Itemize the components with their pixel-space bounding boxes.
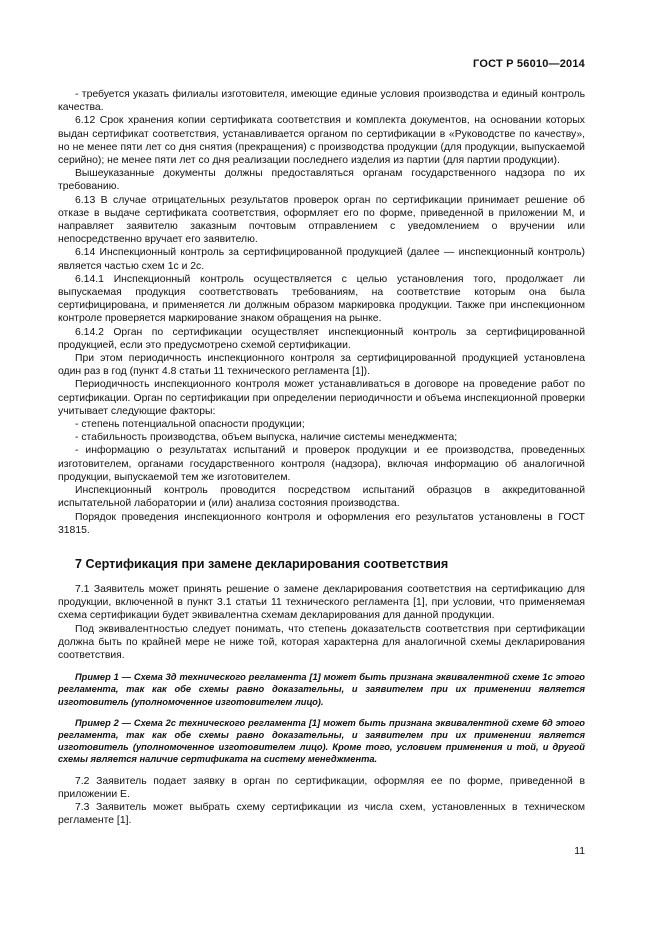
paragraph-6-13: 6.13 В случае отрицательных результатов проверок орган по сертификации принимает решение об отказе в выдаче сертификата соответствия, оформляет его по форме, приведенной в приложении М, и направляет заявителю заказным почтовым отправлением с уведомлением о вручении или непосредственно вручает его заявителю. (58, 194, 585, 246)
paragraph: Периодичность инспекционного контроля может устанавливаться в договоре на проведение работ по сертификации. Орган по сертификации при определении периодичности и объема инспекционной проверки учитывает следующие факторы: (58, 379, 585, 417)
section-7-heading: 7 Сертификация при замене декларирования соответствия (75, 556, 449, 571)
example-1: Пример 1 — Схема 3д технического регламента [1] может быть признана эквивалентной схеме 1с этого регламента, так как обе схемы равно доказательны, и заявителем при их применении является изготовитель (уполномоченное изготовителем лицо). (58, 672, 585, 707)
paragraph: Порядок проведения инспекционного контроля и оформления его результатов установлены в ГОСТ 31815. (58, 511, 585, 536)
list-item: - информацию о результатах испытаний и проверок продукции и ее производства, проведенных изготовителем, органами государственного контроля (надзора), включая информацию об аналогичной продукции, выпускаемой тем же изготовителем. (58, 445, 585, 483)
list-item: - стабильность производства, объем выпуска, наличие системы менеджмента; (75, 432, 458, 444)
page-body (58, 88, 585, 827)
paragraph-6-14: 6.14 Инспекционный контроль за сертифицированной продукцией (далее — инспекционный контроль) является частью схем 1с и 2с. (58, 247, 585, 272)
paragraph: Инспекционный контроль проводится посредством испытаний образцов в аккредитованной испытательной лаборатории и (или) анализа состояния производства. (58, 485, 585, 510)
paragraph-list-item: - требуется указать филиалы изготовителя, имеющие единые условия производства и единый контроль качества. (58, 89, 585, 114)
paragraph: Под эквивалентностью следует понимать, что степень доказательств соответствия при сертификации должна быть по крайней мере не ниже той, которая характерна для аналогичной схемы декларирования соответствия. (58, 623, 585, 661)
paragraph-6-14-2: 6.14.2 Орган по сертификации осуществляет инспекционный контроль за сертифицированной продукцией, если это предусмотрено схемой сертификации. (58, 326, 585, 351)
paragraph-7-2: 7.2 Заявитель подает заявку в орган по сертификации, оформляя ее по форме, приведенной в приложении Е. (58, 775, 585, 800)
paragraph-6-12: 6.12 Срок хранения копии сертификата соответствия и комплекта документов, на основании которых выдан сертификат соответствия, устанавливается органом по сертификации в «Руководстве по качеству», но не менее пяти лет со дня снятия (прекращения) с производства продукции (для продукции, выпускаемой серийно); не менее пяти лет со дня реализации последнего изделия из партии (для партии продукции). (58, 115, 585, 167)
example-2: Пример 2 — Схема 2с технического регламента [1] может быть признана эквивалентной схеме 6д этого регламента, так как обе схемы равно доказательны, и заявителем при их применении является изготовитель (уполномоченное изготовителем лицо). Кроме того, условием применения и той, и другой схемы является наличие сертификата на систему менеджмента. (58, 717, 585, 765)
list-item: - степень потенциальной опасности продукции; (75, 419, 305, 431)
paragraph-6-14-1: 6.14.1 Инспекционный контроль осуществляется с целью установления того, продолжает ли выпускаемая продукция соответствовать требованиям, на соответствие которым она была сертифицирована, и применяется ли должным образом маркировка продукции. Также при инспекционном контроле проверяется маркирование знаком обращения на рынке. (58, 273, 585, 325)
paragraph: Вышеуказанные документы должны предоставляться органам государственного надзора по их требованию. (58, 168, 585, 193)
paragraph-7-1: 7.1 Заявитель может принять решение о замене декларирования соответствия на сертификацию для продукции, включенной в пункт 3.1 статьи 11 технического регламента [1], при условии, что применяемая схема сертификации будет эквивалентна схемам декларирования для данной продукции. (58, 583, 585, 622)
page-number: 11 (574, 846, 585, 857)
paragraph-7-3: 7.3 Заявитель может выбрать схему сертификации из числа схем, установленных в техническом регламенте [1]. (58, 801, 585, 827)
paragraph: При этом периодичность инспекционного контроля за сертифицированной продукцией установлена один раз в год (пункт 4.8 статьи 11 технического регламента [1]). (58, 353, 585, 378)
standard-designation: ГОСТ Р 56010—2014 (473, 58, 585, 70)
